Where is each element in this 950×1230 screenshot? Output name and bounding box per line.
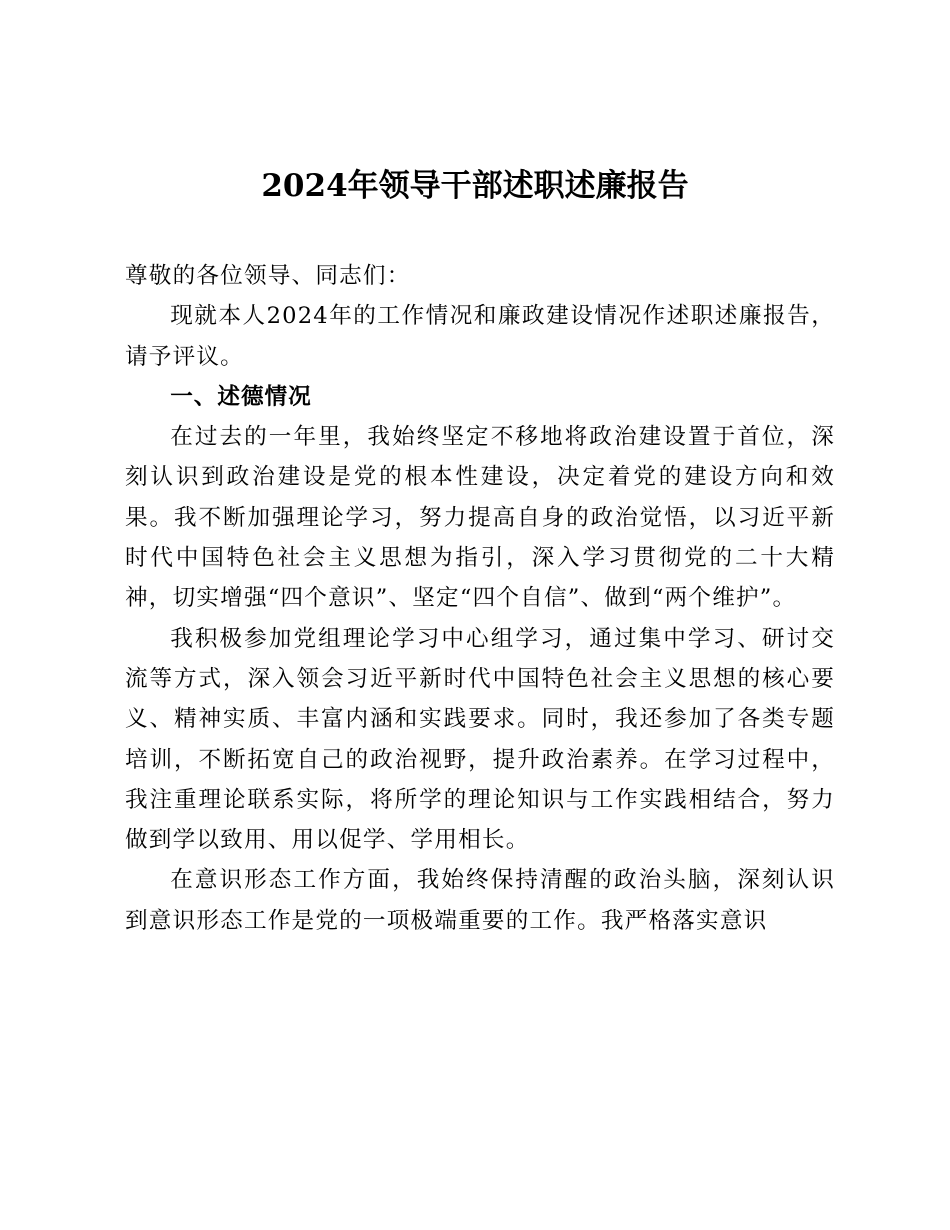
- intro-paragraph: 现就本人2024年的工作情况和廉政建设情况作述职述廉报告，请予评议。: [125, 303, 835, 370]
- document-title: 2024年领导干部述职述廉报告: [261, 168, 689, 204]
- body-paragraph: 我积极参加党组理论学习中心组学习，通过集中学习、研讨交流等方式，深入领会习近平新时代中国特色社会主义思想的核心要义、精神实质、丰富内涵和实践要求。同时，我还参加了各类专题培训，不断拓宽自己的政治视野，提升政治素养。在学习过程中，我注重理论联系实际，将所学的理论知识与工作实践相结合，努力做到学以致用、用以促学、学用相长。: [125, 625, 835, 854]
- salutation: 尊敬的各位领导、同志们：: [125, 263, 411, 289]
- body-paragraph: 在意识形态工作方面，我始终保持清醒的政治头脑，深刻认识到意识形态工作是党的一项极端重要的工作。我严格落实意识: [125, 867, 835, 934]
- section-heading: 一、述德情况: [170, 383, 312, 410]
- document-body: [125, 256, 835, 941]
- body-paragraph: 在过去的一年里，我始终坚定不移地将政治建设置于首位，深刻认识到政治建设是党的根本性建设，决定着党的建设方向和效果。我不断加强理论学习，努力提高自身的政治觉悟，以习近平新时代中国特色社会主义思想为指引，深入学习贯彻党的二十大精神，切实增强“四个意识”、坚定“四个自信”、做到“两个维护”。: [125, 424, 835, 612]
